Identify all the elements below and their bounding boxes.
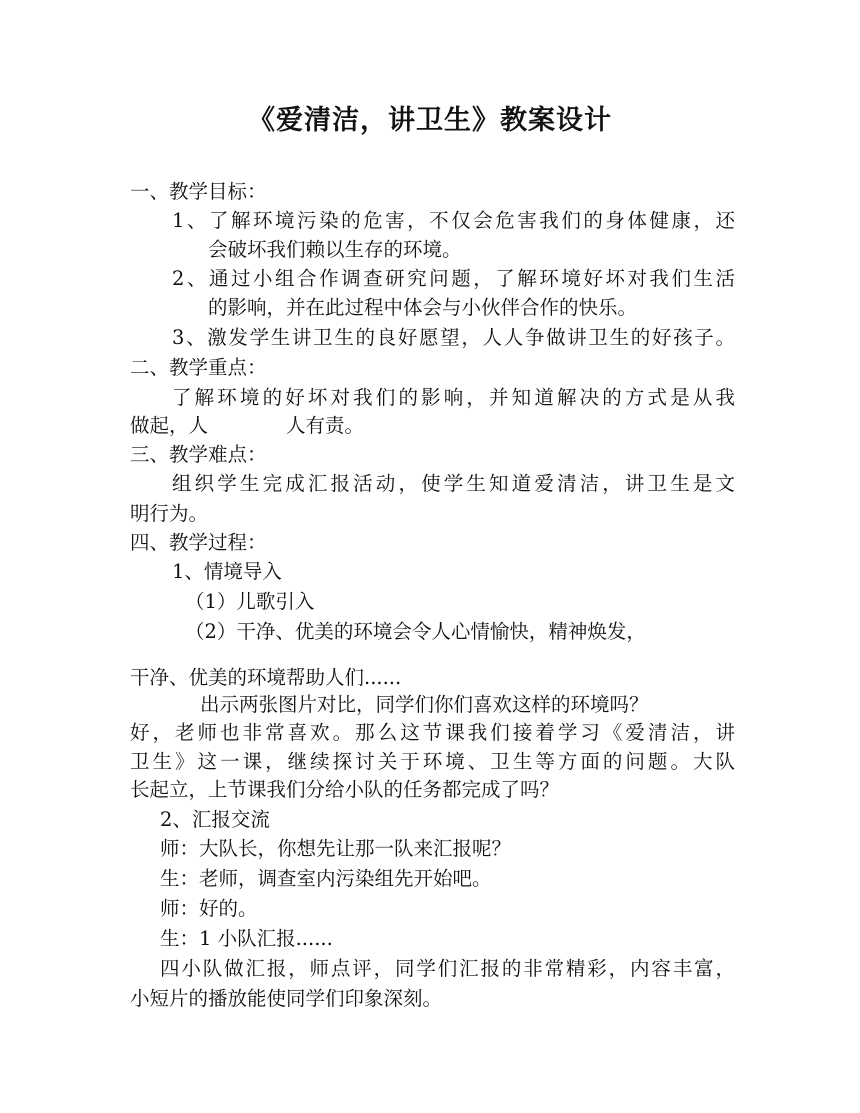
process-step-2-heading: 2、汇报交流: [160, 808, 270, 831]
process-step-1-heading: 1、情境导入: [172, 560, 282, 583]
dialogue-line-2: 生：老师，调查室内污染组先开始吧。: [160, 867, 492, 890]
section-heading-process: 四、教学过程：: [130, 531, 267, 554]
process-step-1-item-1: （1）儿歌引入: [185, 590, 315, 613]
dialogue-line-1: 师：大队长，你想先让那一队来汇报呢？: [160, 837, 512, 860]
section-heading-objectives: 一、教学目标：: [130, 180, 267, 203]
document-title: 《爱清洁，讲卫生》教案设计: [248, 105, 612, 136]
section-heading-difficulties: 三、教学难点：: [130, 443, 267, 466]
key-points-line-2: 做起，人 人有责。: [130, 414, 365, 437]
objective-2-line-2: 的影响，并在此过程中体会与小伙伴合作的快乐。: [208, 296, 638, 319]
process-step-1-item-2: （2）干净、优美的环境会令人心情愉快，精神焕发，: [185, 620, 646, 643]
process-paragraph-line-1: 干净、优美的环境帮助人们......: [130, 666, 402, 689]
process-paragraph-line-5: 长起立，上节课我们分给小队的任务都完成了吗？: [130, 778, 560, 801]
summary-line-1: 四小队做汇报，师点评，同学们汇报的非常精彩，内容丰富，: [160, 957, 735, 980]
dialogue-line-4: 生：1 小队汇报......: [160, 927, 333, 950]
difficulties-line-2: 明行为。: [130, 502, 209, 525]
section-heading-key-points: 二、教学重点：: [130, 356, 267, 379]
process-paragraph-line-4: 卫生》这一课，继续探讨关于环境、卫生等方面的问题。大队: [130, 750, 735, 773]
dialogue-line-3: 师：好的。: [160, 897, 258, 920]
key-points-line-1: 了解环境的好坏对我们的影响，并知道解决的方式是从我: [172, 386, 735, 409]
process-paragraph-line-2: 出示两张图片对比，同学们你们喜欢这样的环境吗？: [200, 693, 649, 716]
summary-line-2: 小短片的播放能使同学们印象深刻。: [130, 987, 443, 1010]
objective-1-line-1: 1、了解环境污染的危害，不仅会危害我们的身体健康，还: [172, 209, 735, 232]
objective-1-line-2: 会破坏我们赖以生存的环境。: [208, 238, 462, 261]
process-paragraph-line-3: 好，老师也非常喜欢。那么这节课我们接着学习《爱清洁，讲: [130, 721, 735, 744]
objective-3-line: 3、激发学生讲卫生的良好愿望，人人争做讲卫生的好孩子。: [172, 326, 735, 349]
difficulties-line-1: 组织学生完成汇报活动，使学生知道爱清洁，讲卫生是文: [172, 472, 735, 495]
objective-2-line-1: 2、通过小组合作调查研究问题，了解环境好坏对我们生活: [172, 267, 735, 290]
